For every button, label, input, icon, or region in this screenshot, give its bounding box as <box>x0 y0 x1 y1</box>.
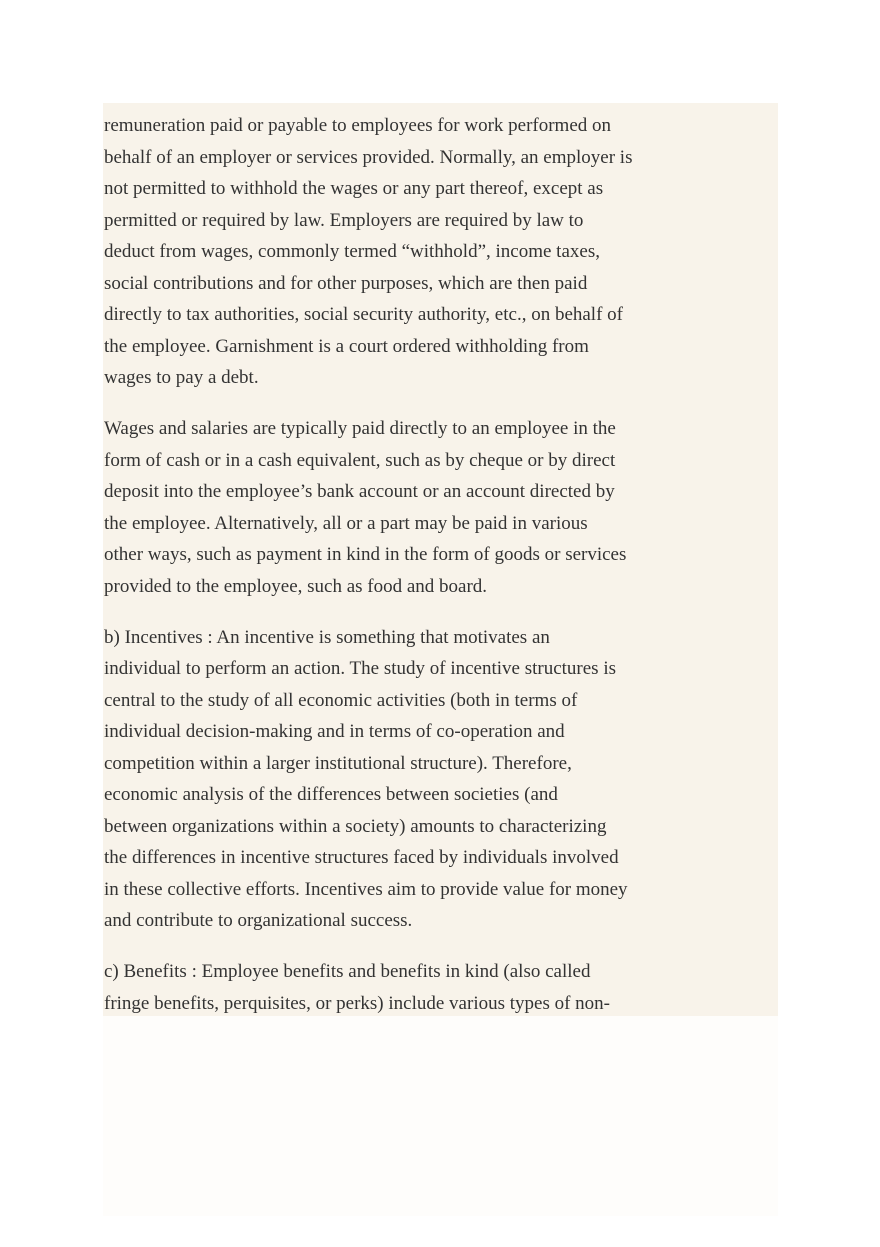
text-line: remuneration paid or payable to employees for work performed on <box>104 115 612 136</box>
paragraph-incentives <box>104 622 652 937</box>
text-line: not permitted to withhold the wages or any part thereof, except as <box>104 178 604 199</box>
paragraph-wages-payment <box>104 413 652 602</box>
text-line: between organizations within a society) amounts to characterizing <box>104 815 607 837</box>
paragraph-wages-withholding <box>104 110 652 394</box>
text-line: wages to pay a debt. <box>104 367 259 388</box>
text-line: provided to the employee, such as food and board. <box>104 575 488 597</box>
text-line: social contributions and for other purposes, which are then paid <box>104 272 588 294</box>
text-line: form of cash or in a cash equivalent, such as by cheque or by direct <box>104 449 616 471</box>
body-text <box>104 110 652 1039</box>
text-line: Wages and salaries are typically paid directly to an employee in the <box>104 418 616 439</box>
page-lower-region <box>103 1016 778 1216</box>
text-line: c) Benefits : Employee benefits and benefits in kind (also called <box>104 961 591 982</box>
text-line: permitted or required by law. Employers are required by law to <box>104 209 584 231</box>
text-line: the employee. Alternatively, all or a part may be paid in various <box>104 512 588 534</box>
text-line: deposit into the employee’s bank account or an account directed by <box>104 481 615 502</box>
text-line: in these collective efforts. Incentives aim to provide value for money <box>104 878 628 900</box>
paragraph-benefits <box>104 956 652 1019</box>
text-line: central to the study of all economic activities (both in terms of <box>104 689 578 711</box>
text-line: fringe benefits, perquisites, or perks) include various types of non- <box>104 992 611 1014</box>
text-line: b) Incentives : An incentive is something that motivates an <box>104 626 550 648</box>
text-line: the employee. Garnishment is a court ordered withholding from <box>104 335 589 357</box>
text-line: deduct from wages, commonly termed “withhold”, income taxes, <box>104 241 600 262</box>
text-line: individual to perform an action. The study of incentive structures is <box>104 658 616 679</box>
text-line: other ways, such as payment in kind in the form of goods or services <box>104 544 627 565</box>
text-line: directly to tax authorities, social security authority, etc., on behalf of <box>104 304 623 325</box>
text-line: and contribute to organizational success. <box>104 910 413 931</box>
text-line: behalf of an employer or services provided. Normally, an employer is <box>104 146 633 168</box>
text-line: economic analysis of the differences between societies (and <box>104 784 558 805</box>
text-line: individual decision-making and in terms of co-operation and <box>104 721 565 742</box>
text-line: competition within a larger institutional structure). Therefore, <box>104 752 572 774</box>
text-line: the differences in incentive structures faced by individuals involved <box>104 847 619 868</box>
